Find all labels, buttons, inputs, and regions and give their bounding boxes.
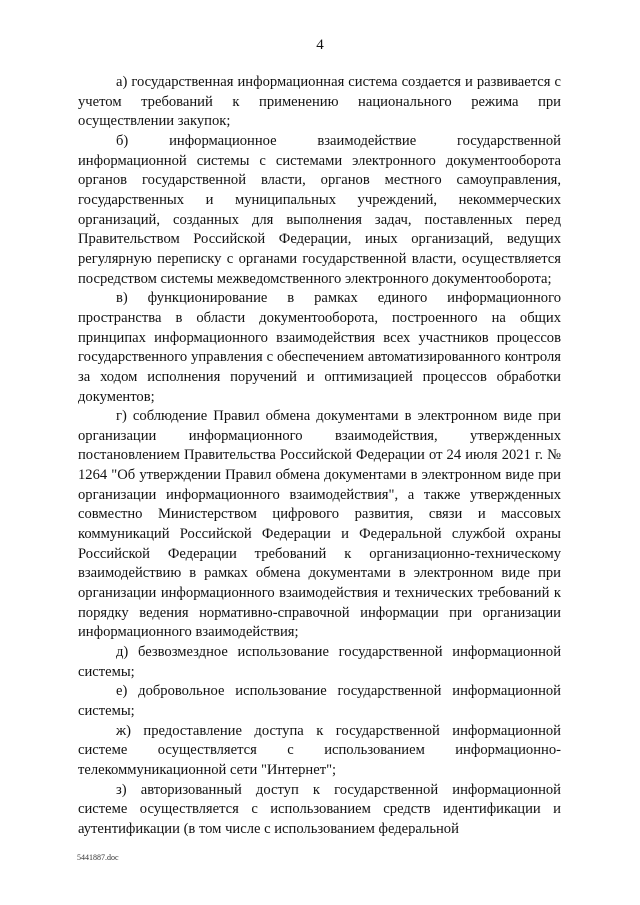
paragraph-zh: ж) предоставление доступа к государственной информационной системе осуществляется с использованием информационно-телекоммуникационной сети "Интернет"; [78, 722, 561, 778]
paragraph-v: в) функционирование в рамках единого информационного пространства в области документооборота, построенного на общих принципах информационного взаимодействия всех участников процессов государственного управления с обеспечением автоматизированного контроля за ходом исполнения поручений и оптимизацией процессов обработки документов; [78, 290, 561, 405]
paragraph-d: д) безвозмездное использование государственной информационной системы; [78, 644, 561, 680]
paragraph-a: а) государственная информационная система создается и развивается с учетом требований к применению национального режима при осуществлении закупок; [78, 74, 561, 130]
document-file-code: 5441887.doc [77, 853, 119, 862]
paragraph-z: з) авторизованный доступ к государственной информационной системе осуществляется с использованием средств идентификации и аутентификации (в том числе с использованием федеральной [78, 781, 561, 837]
paragraph-e: е) добровольное использование государственной информационной системы; [78, 683, 561, 719]
paragraph-g: г) соблюдение Правил обмена документами в электронном виде при организации информационного взаимодействия, утвержденных постановлением Правительства Российской Федерации от 24 июля 2021 г. № 1264 "Об утверждении Правил обмена документами в электронном виде при организации информационного взаимодействия", а также утвержденных совместно Министерством цифрового развития, связи и массовых коммуникаций Российской Федерации и Федеральной службой охраны Российской Федерации требований к организационно-техническому взаимодействию в рамках обмена документами в электронном виде при организации информационного взаимодействия и технических требований к порядку ведения нормативно-справочной информации при организации информационного взаимодействия; [78, 408, 561, 641]
page-number: 4 [316, 37, 324, 53]
document-body [78, 73, 561, 840]
paragraph-b: б) информационное взаимодействие государственной информационной системы с системами электронного документооборота органов государственной власти, органов местного самоуправления, государственных и муниципальных учреждений, некоммерческих организаций, созданных для выполнения задач, поставленных перед Правительством Российской Федерации, иных организаций, ведущих регулярную переписку с органами государственной власти, осуществляется посредством системы межведомственного электронного документооборота; [78, 132, 561, 287]
